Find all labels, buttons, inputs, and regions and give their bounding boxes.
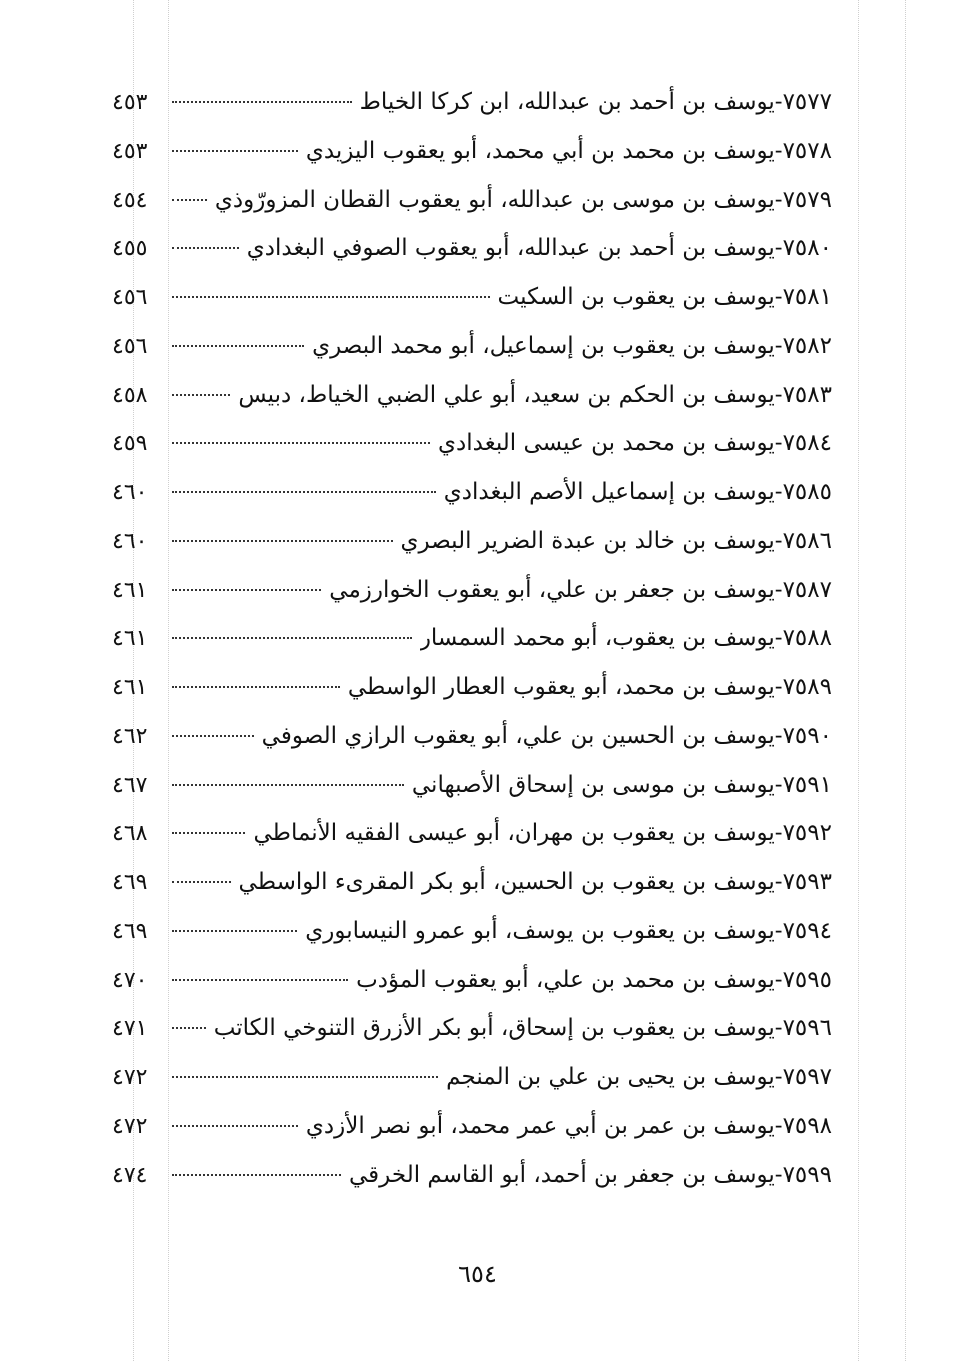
toc-entry: [112, 712, 832, 761]
entry-page-number: ٤٦٩: [112, 918, 148, 944]
entry-page-number: ٤٥٦: [112, 285, 148, 310]
dot-leader: [172, 979, 348, 981]
entry-page-number: ٤٥٣: [112, 138, 148, 164]
entry-name: يوسف بن يعقوب بن السكيت: [497, 284, 775, 310]
dot-leader: [172, 491, 436, 493]
entry-name: يوسف بن الحكم بن سعيد، أبو علي الضبي الخياط، دبيس: [238, 381, 775, 408]
toc-entry: [112, 1151, 832, 1200]
entry-page-number: ٤٧٤: [112, 1162, 148, 1188]
entry-number: ٧٥٨٦-: [774, 527, 832, 554]
dot-leader: [172, 345, 304, 347]
entry-name: يوسف بن خالد بن عبدة الضرير البصري: [400, 527, 775, 554]
entry-page-number: ٤٦٠: [112, 480, 148, 505]
entry-name: يوسف بن يعقوب بن مهران، أبو عيسى الفقيه الأنماطي: [253, 820, 775, 847]
entry-page-number: ٤٥٩: [112, 431, 148, 457]
entry-page-number: ٤٦٨: [112, 821, 148, 847]
entry-name: يوسف بن جعفر بن أحمد، أبو القاسم الخرقي: [349, 1161, 775, 1188]
entry-name: يوسف بن يعقوب، أبو محمد السمسار: [419, 625, 775, 652]
dot-leader: [172, 735, 254, 737]
entry-number: ٧٥٨١-: [774, 284, 832, 310]
entry-page-number: ٤٧٢: [112, 1065, 148, 1090]
entry-name: يوسف بن إسماعيل الأصم البغدادي: [443, 479, 775, 505]
dot-leader: [172, 881, 231, 883]
dot-leader: [172, 394, 230, 396]
toc-entry: [112, 468, 832, 517]
entry-name: يوسف بن يعقوب بن إسحاق، أبو بكر الأزرق التنوخي الكاتب: [213, 1015, 775, 1042]
dot-leader: [172, 637, 412, 639]
entry-number: ٧٥٩٥-: [774, 966, 832, 993]
entry-name: يوسف بن أحمد بن عبدالله، أبو يعقوب الصوفي البغدادي: [246, 235, 775, 262]
entry-name: يوسف بن يحيى بن علي بن المنجم: [446, 1064, 775, 1090]
entry-name: يوسف بن يعقوب بن يوسف، أبو عمرو النيسابوري: [305, 917, 775, 944]
toc-entry: [112, 663, 832, 712]
toc-entry: [112, 176, 832, 225]
toc-entry: [112, 517, 832, 566]
entry-number: ٧٥٩٣-: [774, 869, 832, 895]
toc-entry: [112, 127, 832, 176]
toc-entry: [112, 566, 832, 615]
dot-leader: [172, 442, 430, 444]
entry-number: ٧٥٩٢-: [774, 820, 832, 847]
entry-name: يوسف بن أحمد بن عبدالله، ابن كركا الخياط: [359, 89, 775, 115]
entry-page-number: ٤٦١: [112, 675, 148, 700]
entry-page-number: ٤٥٣: [112, 90, 148, 115]
table-of-contents: [112, 78, 832, 1199]
entry-number: ٧٥٩٧-: [774, 1064, 832, 1090]
entry-name: يوسف بن محمد بن علي، أبو يعقوب المؤدب: [356, 966, 775, 993]
entry-number: ٧٥٧٨-: [774, 137, 832, 164]
entry-number: ٧٥٩٠-: [774, 722, 832, 749]
toc-entry: [112, 371, 832, 420]
entry-number: ٧٥٩١-: [774, 771, 832, 798]
dot-leader: [172, 199, 207, 201]
entry-name: يوسف بن موسى بن إسحاق الأصبهاني: [411, 771, 775, 798]
entry-name: يوسف بن محمد، أبو يعقوب العطار الواسطي: [347, 674, 775, 700]
toc-entry: [112, 419, 832, 468]
dot-leader: [172, 930, 297, 932]
entry-page-number: ٤٦٧: [112, 772, 148, 798]
dot-leader: [172, 1076, 438, 1078]
entry-page-number: ٤٧٠: [112, 967, 148, 993]
dot-leader: [172, 832, 245, 834]
entry-name: يوسف بن الحسين بن علي، أبو يعقوب الرازي الصوفي: [261, 722, 775, 749]
dot-leader: [172, 686, 340, 688]
toc-entry: [112, 322, 832, 371]
toc-entry: [112, 809, 832, 858]
page-number-footer: ٦٥٤: [458, 1260, 497, 1288]
toc-entry: [112, 614, 832, 663]
dot-leader: [172, 589, 321, 591]
entry-page-number: ٤٥٦: [112, 333, 148, 359]
toc-entry: [112, 1102, 832, 1151]
entry-name: يوسف بن جعفر بن علي، أبو يعقوب الخوارزمي: [329, 576, 775, 603]
toc-entry: [112, 224, 832, 273]
entry-number: ٧٥٨٤-: [774, 430, 832, 457]
entry-number: ٧٥٧٧-: [774, 89, 832, 115]
entry-number: ٧٥٨٣-: [774, 381, 832, 408]
toc-entry: [112, 1053, 832, 1102]
toc-entry: [112, 761, 832, 810]
scan-guide-line: [858, 0, 859, 1361]
entry-name: يوسف بن محمد بن عيسى البغدادي: [438, 430, 775, 457]
dot-leader: [172, 296, 490, 298]
entry-number: ٧٥٨٨-: [774, 625, 832, 652]
entry-page-number: ٤٥٥: [112, 236, 148, 262]
entry-number: ٧٥٨٠-: [774, 235, 832, 262]
toc-entry: [112, 956, 832, 1005]
entry-page-number: ٤٦١: [112, 626, 148, 652]
entry-name: يوسف بن محمد بن أبي محمد، أبو يعقوب اليزيدي: [305, 137, 775, 164]
entry-page-number: ٤٧٢: [112, 1113, 148, 1139]
entry-number: ٧٥٩٨-: [774, 1112, 832, 1139]
entry-page-number: ٤٥٤: [112, 187, 148, 213]
entry-page-number: ٤٦٢: [112, 723, 148, 749]
toc-entry: [112, 273, 832, 322]
dot-leader: [172, 1027, 206, 1029]
dot-leader: [172, 784, 404, 786]
entry-name: يوسف بن يعقوب بن الحسين، أبو بكر المقرىء الواسطي: [238, 869, 775, 895]
entry-name: يوسف بن موسى بن عبدالله، أبو يعقوب القطان المزورّوذي: [214, 186, 775, 213]
entry-number: ٧٥٨٢-: [774, 332, 832, 359]
entry-number: ٧٥٧٩-: [774, 186, 832, 213]
dot-leader: [172, 540, 393, 542]
entry-number: ٧٥٩٩-: [774, 1161, 832, 1188]
entry-number: ٧٥٨٧-: [774, 576, 832, 603]
entry-number: ٧٥٨٩-: [774, 674, 832, 700]
entry-page-number: ٤٦١: [112, 577, 148, 603]
dot-leader: [172, 1174, 341, 1176]
entry-number: ٧٥٨٥-: [774, 479, 832, 505]
entry-number: ٧٥٩٤-: [774, 917, 832, 944]
entry-page-number: ٤٦٩: [112, 870, 148, 895]
entry-name: يوسف بن عمر بن أبي عمر محمد، أبو نصر الأزدي: [305, 1112, 775, 1139]
dot-leader: [172, 150, 298, 152]
entry-page-number: ٤٦٠: [112, 528, 148, 554]
dot-leader: [172, 1125, 298, 1127]
dot-leader: [172, 247, 239, 249]
toc-entry: [112, 78, 832, 127]
toc-entry: [112, 907, 832, 956]
scan-guide-line: [905, 0, 906, 1361]
entry-number: ٧٥٩٦-: [774, 1015, 832, 1042]
entry-page-number: ٤٧١: [112, 1016, 148, 1042]
toc-entry: [112, 1004, 832, 1053]
entry-page-number: ٤٥٨: [112, 382, 148, 408]
toc-entry: [112, 858, 832, 907]
dot-leader: [172, 101, 352, 103]
entry-name: يوسف بن يعقوب بن إسماعيل، أبو محمد البصري: [312, 332, 775, 359]
